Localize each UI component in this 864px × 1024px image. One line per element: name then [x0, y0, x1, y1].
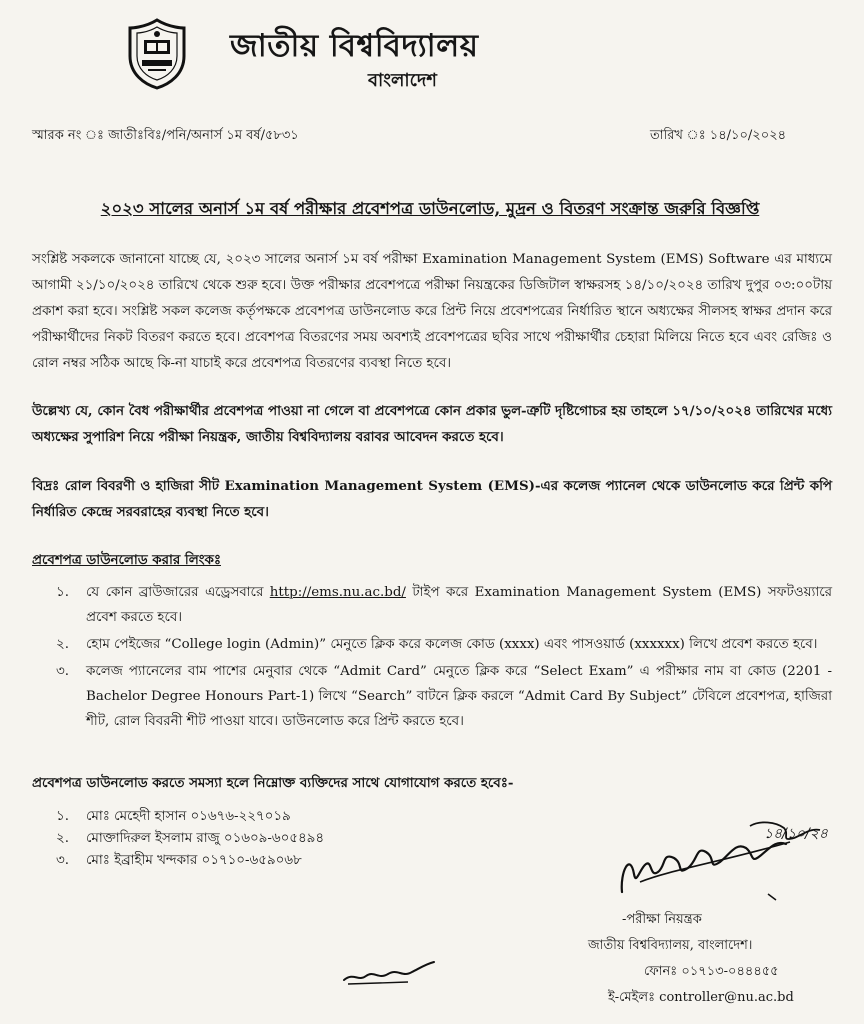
download-section-heading: প্রবেশপত্র ডাউনলোড করার লিংকঃ — [32, 552, 221, 568]
download-steps-list — [32, 580, 832, 736]
contact-section-heading: প্রবেশপত্র ডাউনলোড করতে সমস্যা হলে নিম্নোক্ত ব্যক্তিদের সাথে যোগাযোগ করতে হবেঃ- — [32, 775, 514, 791]
dash-mark: - — [622, 912, 627, 927]
list-number: ২. — [56, 831, 69, 846]
paragraph-intro: সংশ্লিষ্ট সকলকে জানানো যাচ্ছে যে, ২০২৩ সালের অনার্স ১ম বর্ষ পরীক্ষা Examination Management System (EMS) Software এর মাধ্যমে আগামী ২১/১০/২০২৪ তারিখে থেকে শুরু হবে। উক্ত পরীক্ষার প্রবেশপত্রে পরীক্ষা নিয়ন্ত্রকের ডিজিটাল স্বাক্ষরসহ ১৪/১০/২০২৪ তারিখ দুপুর ০৩:০০টায় প্রকাশ করা হবে। সংশ্লিষ্ট সকল কলেজ কর্তৃপক্ষকে প্রবেশপত্র ডাউনলোড করে প্রিন্ট নিয়ে প্রবেশপত্রের নির্ধারিত স্থানে অধ্যক্ষের সীলসহ স্বাক্ষর প্রদান করে পরীক্ষার্থীদের নিকট বিতরণ করতে হবে। প্রবেশপত্র বিতরণের সময় অবশ্যই প্রবেশপত্রের ছবির সাথে পরীক্ষার্থীর চেহারা মিলিয়ে নিতে হবে এবং রেজিঃ ও রোল নম্বর সঠিক আছে কি-না যাচাই করে প্রবেশপত্র বিতরণের ব্যবস্থা নিতে হবে। — [32, 252, 832, 371]
paragraph-application: উল্লেখ্য যে, কোন বৈধ পরীক্ষার্থীর প্রবেশপত্র পাওয়া না গেলে বা প্রবেশপত্রে কোন প্রকার ভুল-ত্রুটি দৃষ্টিগোচর হয় তাহলে ১৭/১০/২০২৪ তারিখের মধ্যে অধ্যক্ষের সুপারিশ নিয়ে পরীক্ষা নিয়ন্ত্রক, জাতীয় বিশ্ববিদ্যালয় বরাবর আবেদন করতে হবে। — [32, 403, 832, 445]
step-text: কলেজ প্যানেলের বাম পাশের মেনুবার থেকে “Admit Card” মেনুতে ক্লিক করে “Select Exam” এ পরীক্ষার নাম বা কোড (2201 - Bachelor Degree Honours Part-1) লিখে “Search” বাটনে ক্লিক করলে “Admit Card By Subject” টেবিলে প্রবেশপত্র, হাজিরা শীট, রোল বিবরনী শীট পাওয়া যাবে। ডাউনলোড করে প্রিন্ট করতে হবে। — [86, 664, 832, 729]
ems-link[interactable]: http://ems.nu.ac.bd/ — [269, 585, 406, 600]
signatory-title-text: পরীক্ষা নিয়ন্ত্রক — [626, 912, 702, 927]
signatory-title — [588, 907, 828, 933]
signature-date: ১৪/১০/২৪ — [764, 826, 828, 842]
signatory-org: জাতীয় বিশ্ববিদ্যালয়, বাংলাদেশ। — [588, 938, 753, 953]
controller-signature — [600, 812, 830, 902]
list-item — [32, 580, 832, 630]
contact-person: মোঃ মেহেদী হাসান ০১৬৭৬-২২৭০১৯ — [86, 809, 291, 824]
email-address[interactable]: controller@nu.ac.bd — [659, 990, 794, 1005]
step-text-before: যে কোন ব্রাউজারের এড্রেসবারে — [86, 585, 270, 600]
list-number: ৩. — [56, 664, 69, 679]
notice-headline: ২০২৩ সালের অনার্স ১ম বর্ষ পরীক্ষার প্রবেশপত্র ডাউনলোড, মুদ্রন ও বিতরণ সংক্রান্ত জরুরি বিজ্ঞপ্তি — [100, 199, 760, 218]
email-label: ই-মেইলঃ — [608, 990, 660, 1005]
list-number: ১. — [56, 809, 69, 824]
initial-signature — [338, 952, 438, 992]
signatory-phone: ফোনঃ ০১৭১৩-০৪৪৪৫৫ — [644, 964, 779, 979]
list-item — [32, 659, 832, 734]
university-logo-icon — [126, 18, 188, 90]
contact-person: মোক্তাদিরুল ইসলাম রাজু ০১৬০৯-৬০৫৪৯৪ — [86, 831, 325, 846]
notice-date: তারিখ ঃ ১৪/১০/২০২৪ — [650, 128, 787, 143]
paragraph-note: বিদ্রঃ রোল বিবরণী ও হাজিরা সীট Examination Management System (EMS)-এর কলেজ প্যানেল থেকে ডাউনলোড করে প্রিন্ট কপি নির্ধারিত কেন্দ্রে সরবরাহের ব্যবস্থা নিতে হবে। — [32, 478, 832, 520]
list-number: ৩. — [56, 853, 69, 868]
list-item — [32, 632, 832, 657]
step-text-after: টাইপ করে Examination Management System (EMS) সফটওয়্যারে প্রবেশ করতে হবে। — [86, 585, 832, 625]
university-name: জাতীয় বিশ্ববিদ্যালয় — [230, 28, 479, 64]
country-name: বাংলাদেশ — [368, 70, 437, 91]
list-number: ২. — [56, 637, 69, 652]
step-text: হোম পেইজের “College login (Admin)” মেনুতে ক্লিক করে কলেজ কোড (xxxx) এবং পাসওয়ার্ড (xxxxxx) লিখে প্রবেশ করতে হবে। — [86, 637, 818, 652]
signature-block — [588, 907, 828, 1011]
signatory-email — [588, 985, 828, 1011]
contact-person: মোঃ ইব্রাহীম খন্দকার ০১৭১০-৬৫৯০৬৮ — [86, 853, 302, 868]
list-number: ১. — [56, 585, 69, 600]
memo-number: স্মারক নং ঃ জাতীঃবিঃ/পনি/অনার্স ১ম বর্ষ/৫৮৩১ — [32, 128, 299, 143]
